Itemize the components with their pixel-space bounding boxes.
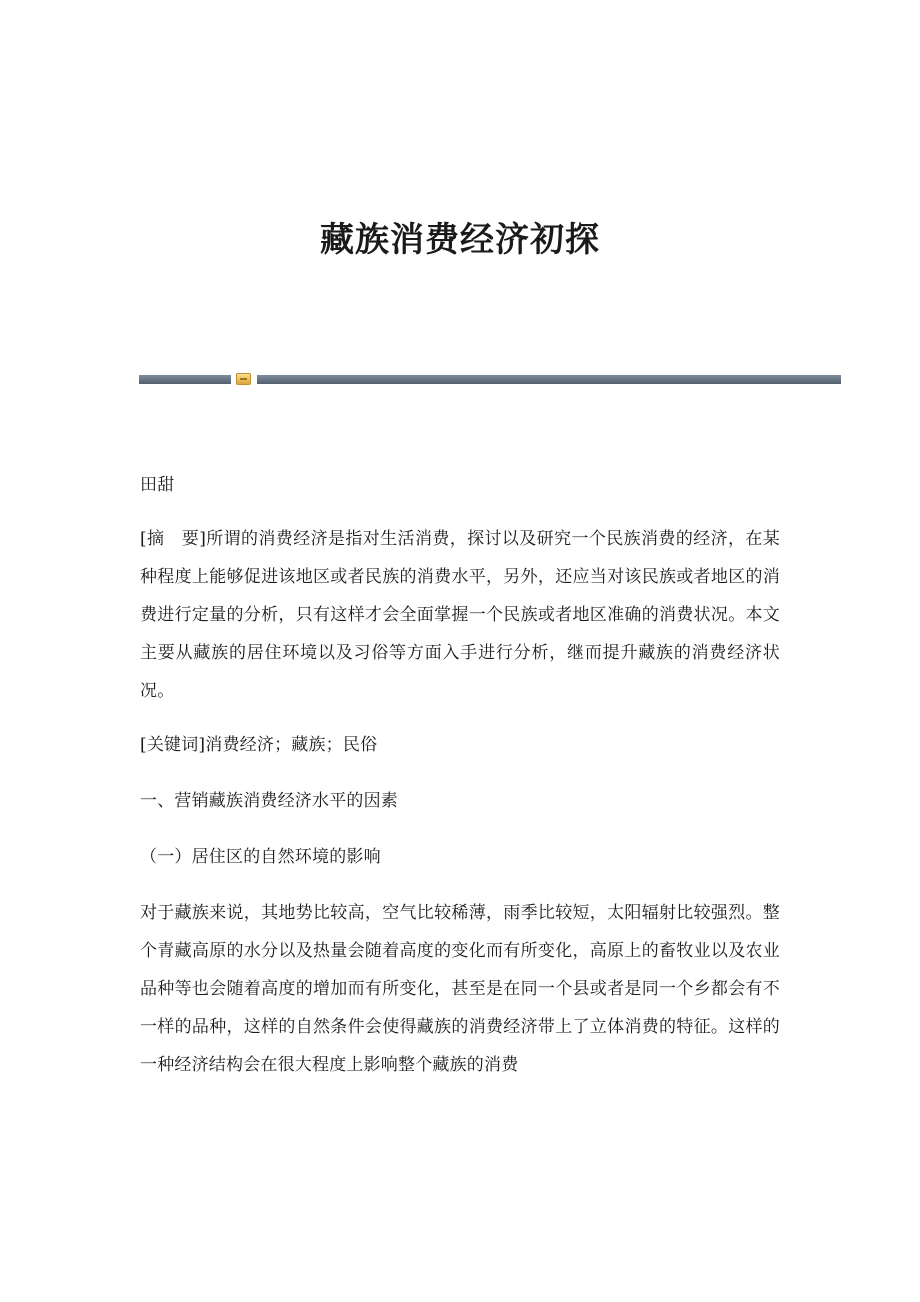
document-body bbox=[140, 466, 780, 1084]
divider-emblem-icon bbox=[236, 373, 251, 385]
body-paragraph: 对于藏族来说，其地势比较高，空气比较稀薄，雨季比较短，太阳辐射比较强烈。整个青藏高原的水分以及热量会随着高度的变化而有所变化，高原上的畜牧业以及农业品种等也会随着高度的增加而有所变化，甚至是在同一个县或者是同一个乡都会有不一样的品种，这样的自然条件会使得藏族的消费经济带上了立体消费的特征。这样的一种经济结构会在很大程度上影响整个藏族的消费 bbox=[140, 903, 780, 1075]
keywords-line: [关键词]消费经济；藏族；民俗 bbox=[140, 735, 378, 755]
section-heading: 一、营销藏族消费经济水平的因素 bbox=[140, 791, 398, 811]
divider-left-bar bbox=[139, 375, 231, 384]
document-title: 藏族消费经济初探 bbox=[320, 220, 600, 260]
subsection-heading: （一）居住区的自然环境的影响 bbox=[140, 847, 381, 867]
divider-right-bar bbox=[257, 375, 841, 384]
title-divider bbox=[139, 375, 841, 384]
author-name: 田甜 bbox=[140, 475, 175, 495]
abstract-paragraph: [摘 要]所谓的消费经济是指对生活消费，探讨以及研究一个民族消费的经济，在某种程度上能够促进该地区或者民族的消费水平，另外，还应当对该民族或者地区的消费进行定量的分析，只有这样才会全面掌握一个民族或者地区准确的消费状况。本文主要从藏族的居住环境以及习俗等方面入手进行分析，继而提升藏族的消费经济状况。 bbox=[140, 529, 780, 701]
